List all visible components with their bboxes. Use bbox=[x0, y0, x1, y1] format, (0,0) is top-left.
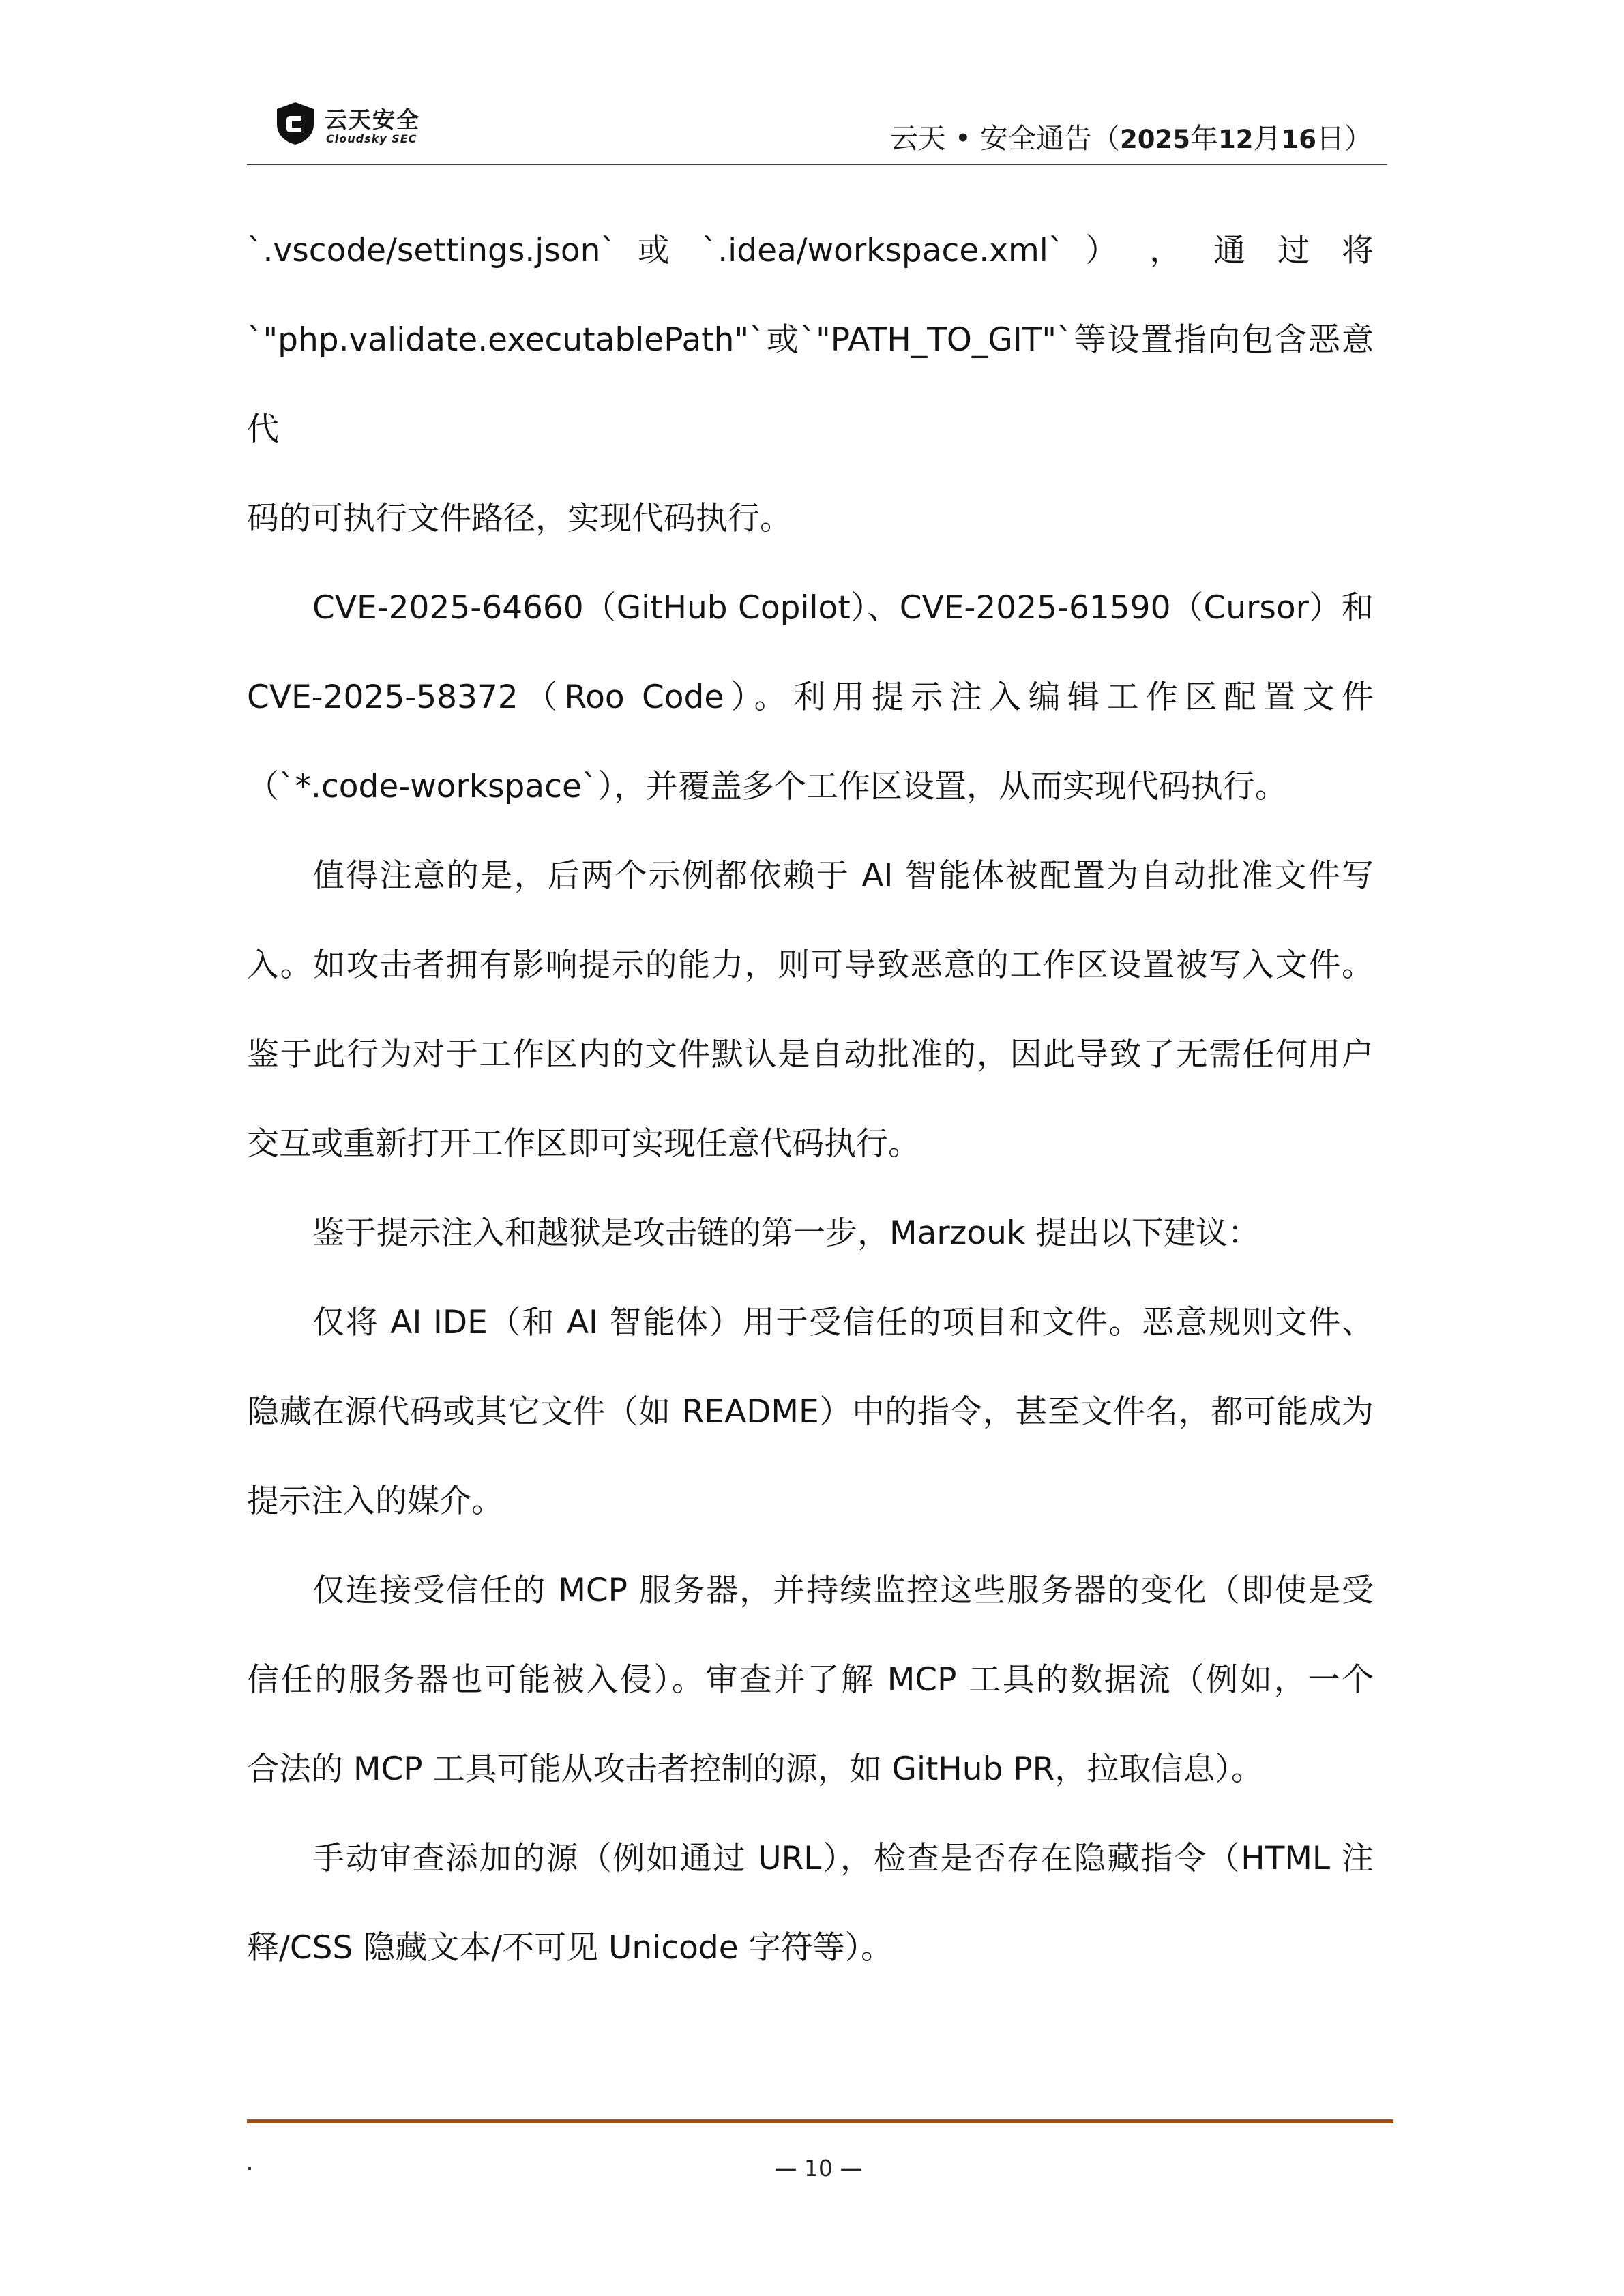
footer-dot bbox=[248, 2167, 251, 2170]
bulletin-year: 2025 bbox=[1120, 125, 1190, 154]
paragraph-6-line-3: 合法的 MCP 工具可能从攻击者控制的源，如 GitHub PR，拉取信息）。 bbox=[247, 1750, 1263, 1788]
paragraph-3-line-2: 入。如攻击者拥有影响提示的能力，则可导致恶意的工作区设置被写入文件。 bbox=[247, 946, 1374, 984]
bulletin-day-unit: 日） bbox=[1316, 122, 1372, 155]
paragraph-7-line-2: 释/CSS 隐藏文本/不可见 Unicode 字符等）。 bbox=[247, 1929, 894, 1967]
shield-logo-icon bbox=[274, 101, 316, 146]
logo-chinese-text: 云天安全 bbox=[325, 106, 420, 133]
paragraph-3-line-1: 值得注意的是，后两个示例都依赖于 AI 智能体被配置为自动批准文件写 bbox=[312, 857, 1374, 895]
paragraph-2-line-3: （`*.code-workspace`），并覆盖多个工作区设置，从而实现代码执行。 bbox=[247, 768, 1287, 805]
bulletin-month-unit: 月 bbox=[1253, 122, 1282, 155]
paragraph-2-line-1: CVE-2025-64660（GitHub Copilot）、CVE-2025-61590（Cursor）和 bbox=[312, 589, 1374, 627]
bulletin-day: 16 bbox=[1281, 125, 1316, 154]
footer-divider bbox=[247, 2119, 1393, 2123]
paragraph-4-line-1: 鉴于提示注入和越狱是攻击链的第一步，Marzouk 提出以下建议： bbox=[312, 1214, 1260, 1252]
paragraph-1-line-3: 码的可执行文件路径，实现代码执行。 bbox=[247, 500, 792, 537]
paragraph-6-line-1: 仅连接受信任的 MCP 服务器，并持续监控这些服务器的变化（即使是受 bbox=[312, 1572, 1374, 1609]
bulletin-year-unit: 年 bbox=[1190, 122, 1218, 155]
page-header bbox=[247, 95, 1387, 170]
bulletin-title bbox=[890, 116, 1372, 156]
cloudsky-logo bbox=[274, 101, 458, 149]
paragraph-1-line-2: `"php.validate.executablePath"`或`"PATH_TO_GIT"`等设置指向包含恶意代 bbox=[247, 321, 1374, 448]
header-divider bbox=[247, 164, 1387, 165]
paragraph-1-line-1: `.vscode/settings.json` 或 `.idea/workspace.xml` ） ， 通 过 将 bbox=[247, 232, 1374, 269]
paragraph-6-line-2: 信任的服务器也可能被入侵）。审查并了解 MCP 工具的数据流（例如，一个 bbox=[247, 1661, 1374, 1699]
paragraph-3-line-4: 交互或重新打开工作区即可实现任意代码执行。 bbox=[247, 1125, 920, 1163]
paragraph-7-line-1: 手动审查添加的源（例如通过 URL），检查是否存在隐藏指令（HTML 注 bbox=[312, 1840, 1374, 1877]
logo-english-text: Cloudsky SEC bbox=[326, 132, 417, 145]
paragraph-5-line-2: 隐藏在源代码或其它文件（如 README）中的指令，甚至文件名，都可能成为 bbox=[247, 1393, 1374, 1431]
bulletin-month: 12 bbox=[1218, 125, 1254, 154]
document-body bbox=[247, 206, 1374, 1993]
page-number: — 10 — bbox=[774, 2155, 863, 2181]
paragraph-3-line-3: 鉴于此行为对于工作区内的文件默认是自动批准的，因此导致了无需任何用户 bbox=[247, 1036, 1374, 1073]
bulletin-title-prefix: 云天 • 安全通告（ bbox=[889, 122, 1121, 155]
paragraph-5-line-3: 提示注入的媒介。 bbox=[247, 1482, 503, 1520]
paragraph-5-line-1: 仅将 AI IDE（和 AI 智能体）用于受信任的项目和文件。恶意规则文件、 bbox=[312, 1304, 1374, 1341]
paragraph-2-line-2: CVE-2025-58372（Roo Code）。利用提示注入编辑工作区配置文件 bbox=[247, 679, 1374, 716]
